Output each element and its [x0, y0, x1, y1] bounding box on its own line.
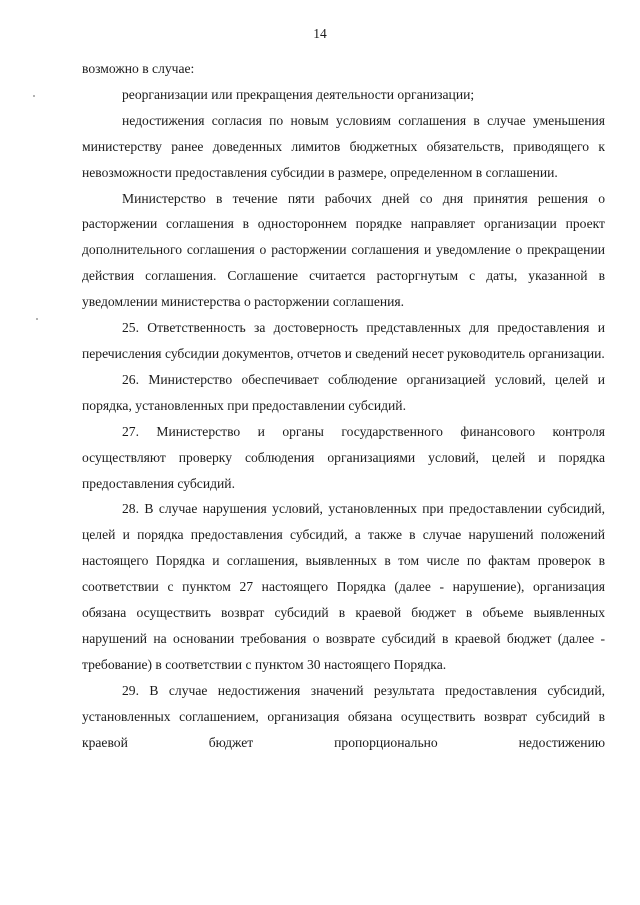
page-number: 14	[313, 26, 327, 41]
paragraph-clause-28: 28. В случае нарушения условий, установленных при предоставлении субсидий, целей и порядка предоставления субсидий, а также в случае нарушений положений настоящего Порядка и соглашения, выявленных в том числе по фактам проверок в соответствии с пунктом 27 настоящего Порядка (далее - нарушение), организация обязана осуществить возврат субсидий в краевой бюджет в объеме выявленных нарушений на основании требования о возврате субсидий в краевой бюджет (далее - требование) в соответствии с пунктом 30 настоящего Порядка.	[82, 501, 605, 672]
paragraph-clause-26: 26. Министерство обеспечивает соблюдение организацией условий, целей и порядка, установленных при предоставлении субсидий.	[82, 371, 605, 413]
paragraph-disagreement: недостижения согласия по новым условиям соглашения в случае уменьшения министерству ранее доведенных лимитов бюджетных обязательств, приводящего к невозможности предоставления субсидии в размере, определенном в соглашении.	[82, 112, 605, 180]
paragraph-clause-25: 25. Ответственность за достоверность представленных для предоставления и перечисления субсидии документов, отчетов и сведений несет руководитель организации.	[82, 320, 605, 361]
document-body	[82, 56, 605, 755]
paragraph-clause-27: 27. Министерство и органы государственного финансового контроля осуществляют проверку соблюдения организациями условий, целей и порядка предоставления субсидий.	[82, 423, 605, 491]
paragraph-reorganization: реорганизации или прекращения деятельности организации;	[122, 86, 475, 102]
scan-artifact-dot	[33, 95, 35, 97]
paragraph-intro: возможно в случае:	[82, 61, 195, 76]
paragraph-termination-notice: Министерство в течение пяти рабочих дней со дня принятия решения о расторжении соглашения в одностороннем порядке направляет организации проект дополнительного соглашения о расторжении соглашения и уведомление о прекращении действия соглашения. Соглашение считается расторгнутым с даты, указанной в уведомлении министерства о расторжении соглашения.	[82, 190, 605, 310]
scan-artifact-dot	[36, 318, 38, 320]
paragraph-clause-29: 29. В случае недостижения значений результата предоставления субсидий, установленных соглашением, организация обязана осуществить возврат субсидий в краевой бюджет пропорционально недостижению	[82, 682, 605, 750]
